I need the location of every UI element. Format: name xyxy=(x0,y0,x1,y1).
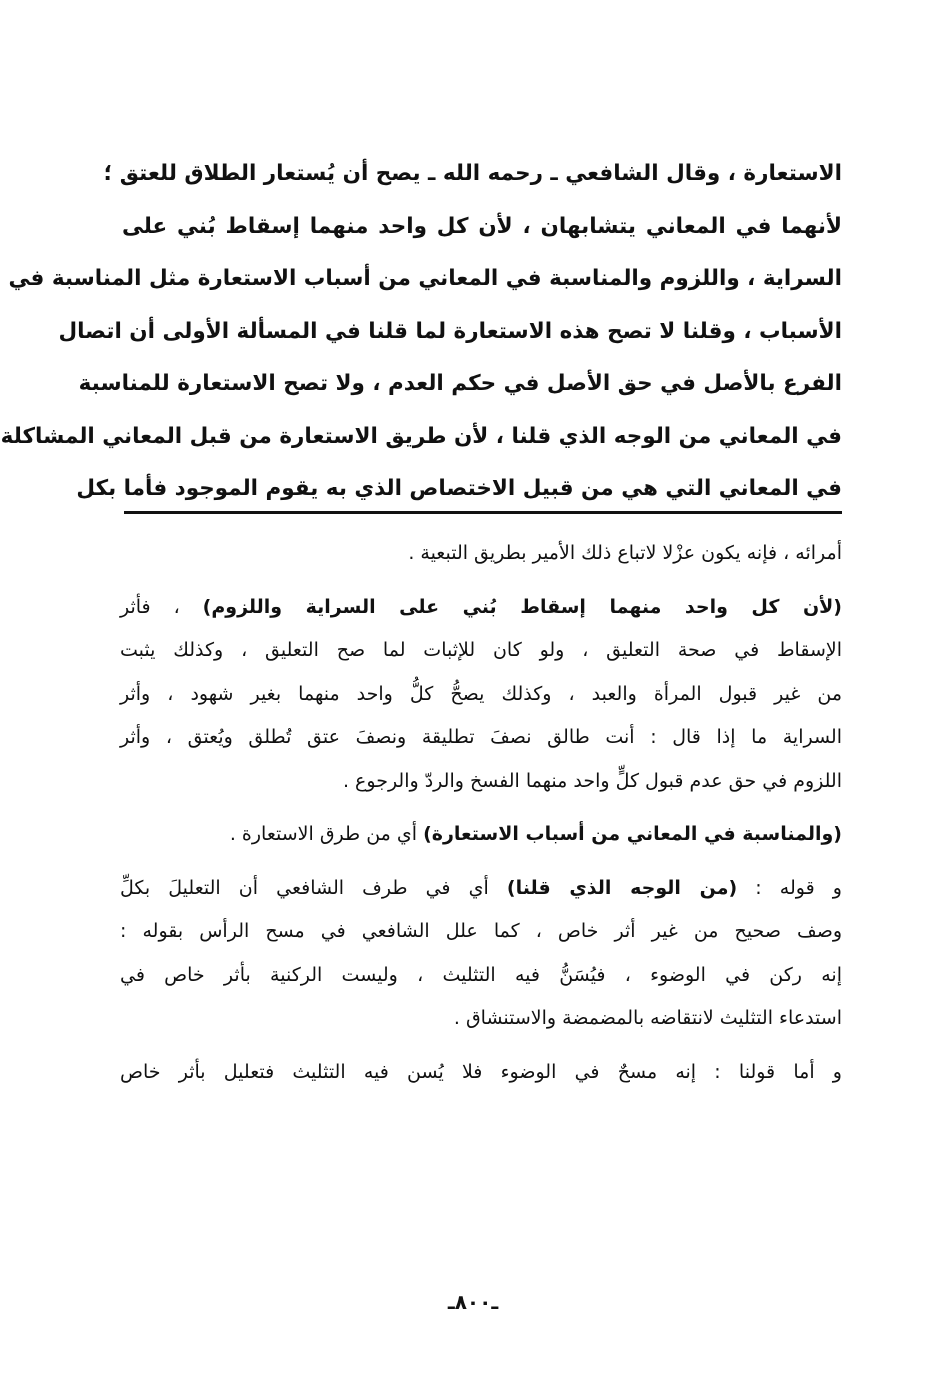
main-line: السراية ، واللزوم والمناسبة في المعاني من أسباب الاستعارة مثل المناسبة في xyxy=(8,266,842,291)
quoted-text: (والمناسبة في المعاني من أسباب الاستعارة) xyxy=(423,823,842,845)
quoted-text: (لأن كل واحد منهما إسقاط بُني على السراية واللزوم) xyxy=(202,595,842,618)
footnote-paragraph xyxy=(120,813,842,857)
footnote-line: و أما قولنا : إنه مسحٌ في الوضوء فلا يُسن فيه التثليث فتعليل بأثر خاص xyxy=(120,1060,842,1083)
footnote-line xyxy=(120,867,842,911)
footnotes-block xyxy=(120,532,842,1104)
main-line: الفرع بالأصل في حق الأصل في حكم العدم ، ولا تصح الاستعارة للمناسبة xyxy=(78,371,842,396)
footnote-line: السراية ما إذا قال : أنت طالق نصفَ تطليقة ونصفَ عتق تُطلق ويُعتق ، وأثر xyxy=(120,726,842,748)
footnote-line: اللزوم في حق عدم قبول كلٍّ واحد منهما الفسخ والردّ والرجوع . xyxy=(342,769,842,792)
footnote-paragraph xyxy=(120,867,842,1041)
quoted-text: (من الوجه الذي قلنا) xyxy=(506,876,738,899)
footnote-line: الإسقاط في صحة التعليق ، ولو كان للإثبات لما صح التعليق ، وكذلك يثبت xyxy=(120,639,842,661)
main-line: في المعاني من الوجه الذي قلنا ، لأن طريق الاستعارة من قبل المعاني المشاكلة xyxy=(0,423,842,449)
footnote-line xyxy=(120,813,842,857)
main-line: الاستعارة ، وقال الشافعي ـ رحمه الله ـ يصح أن يُستعار الطلاق للعتق ؛ xyxy=(103,161,842,186)
footnote-paragraph xyxy=(120,1051,842,1095)
page-number: ـ٨٠٠ـ xyxy=(447,1290,499,1314)
footnote-divider xyxy=(124,511,842,514)
footnote-line: استدعاء التثليث لانتقاضه بالمضمضة والاستنشاق . xyxy=(453,1007,842,1029)
main-text-block xyxy=(0,148,842,516)
footnote-paragraph xyxy=(120,586,842,804)
main-line: لأنهما في المعاني يتشابهان ، لأن كل واحد منهما إسقاط بُني على xyxy=(122,213,842,239)
main-line: في المعاني التي هي من قبيل الاختصاص الذي به يقوم الموجود فأما بكل xyxy=(76,476,842,501)
footnote-paragraph xyxy=(120,532,842,576)
footnote-line: من غير قبول المرأة والعبد ، وكذلك يصحُّ كلُّ واحد منهما بغير شهود ، وأثر xyxy=(120,682,842,705)
footnote-line: وصف صحيح من غير أثر خاص ، كما علل الشافعي في مسح الرأس بقوله : xyxy=(120,920,842,942)
commentary-text: و قوله : xyxy=(737,876,842,899)
commentary-text: ، فأثر xyxy=(120,595,203,618)
main-line: الأسباب ، وقلنا لا تصح هذه الاستعارة لما قلنا في المسألة الأولى أن اتصال xyxy=(58,318,842,344)
commentary-text: أي في طرف الشافعي أن التعليلَ بكلِّ xyxy=(120,876,507,899)
footnote-line: إنه ركن في الوضوء ، فيُسَنُّ فيه التثليث ، وليست الركنية بأثر خاص في xyxy=(120,963,842,986)
commentary-text: أي من طرق الاستعارة . xyxy=(229,823,424,845)
footnote-line xyxy=(120,586,842,630)
footnote-line: أمرائه ، فإنه يكون عزْلا لاتباع ذلك الأمير بطريق التبعية . xyxy=(408,542,842,564)
